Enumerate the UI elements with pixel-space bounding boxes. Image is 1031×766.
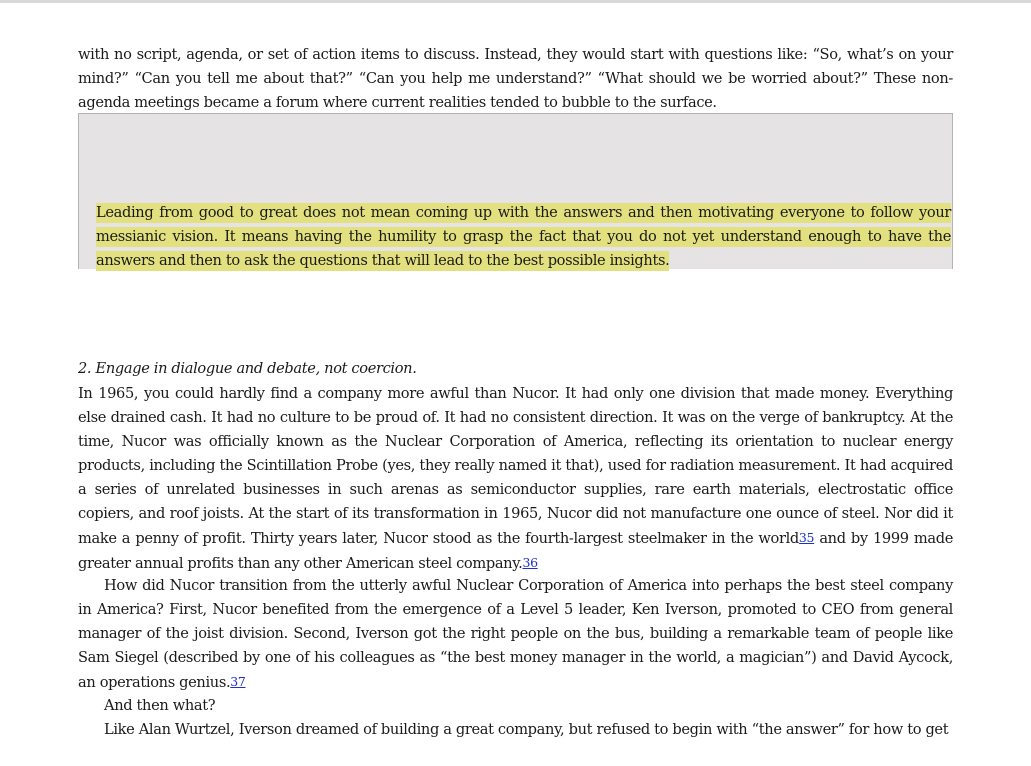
paragraph-text: In 1965, you could hardly find a company more awful than Nucor. It had only one division that made money. Everything else drained cash. It had no culture to be proud of. It had no consistent direction. It was on the verge of bankruptcy. At the time, Nucor was officially known as the Nuclear Corporation of America, reflecting its orientation to nuclear energy products, including the Scintillation Probe (yes, they really named it that), used for radiation measurement. It had acquired a series of unrelated businesses in such arenas as semiconductor supplies, rare earth materials, electrostatic office copiers, and roof joists. At the start of its transformation in 1965, Nucor did not manufacture one ounce of steel. Nor did it make a penny of profit. Thirty years later, Nucor stood as the fourth-largest steelmaker in the world (78, 385, 953, 547)
top-border (0, 0, 1031, 3)
footnote-link-36[interactable]: 36 (522, 555, 538, 570)
paragraph-nucor-transition (78, 574, 953, 695)
footnote-link-35[interactable]: 35 (798, 530, 815, 545)
paragraph-meetings: with no script, agenda, or set of action items to discuss. Instead, they would start with questions like: “So, what’s on your mind?” “Can you tell me about that?” “Can you help me understand?” “What should we be worried about?” These non-agenda meetings became a forum where current realities tended to bubble to the surface. (78, 46, 953, 111)
paragraph-text: How did Nucor transition from the utterly awful Nuclear Corporation of America into perhaps the best steel company in America? First, Nucor benefited from the emergence of a Level 5 leader, Ken Iverson, promoted to CEO from general manager of the joist division. Second, Iverson got the right people on the bus, building a remarkable team of people like Sam Siegel (described by one of his colleagues as “the best money manager in the world, a magician”) and David Aycock, an operations genius. (78, 577, 953, 691)
paragraph-text: and by 1999 made greater annual profits than any other American steel company. (78, 530, 953, 572)
paragraph-and-then-what: And then what? (104, 697, 216, 714)
section-heading: 2. Engage in dialogue and debate, not coercion. (78, 360, 417, 377)
paragraph-nucor-history (78, 382, 953, 576)
paragraph-iverson: Like Alan Wurtzel, Iverson dreamed of building a great company, but refused to begin with “the answer” for how to get (104, 721, 949, 738)
pull-quote (96, 201, 951, 273)
pull-quote-highlight[interactable]: Leading from good to great does not mean coming up with the answers and then motivating everyone to follow your messianic vision. It means having the humility to grasp the fact that you do not yet understand enough to have the answers and then to ask the questions that will lead to the best possible insights. (96, 204, 951, 269)
footnote-link-37[interactable]: 37 (230, 674, 246, 689)
